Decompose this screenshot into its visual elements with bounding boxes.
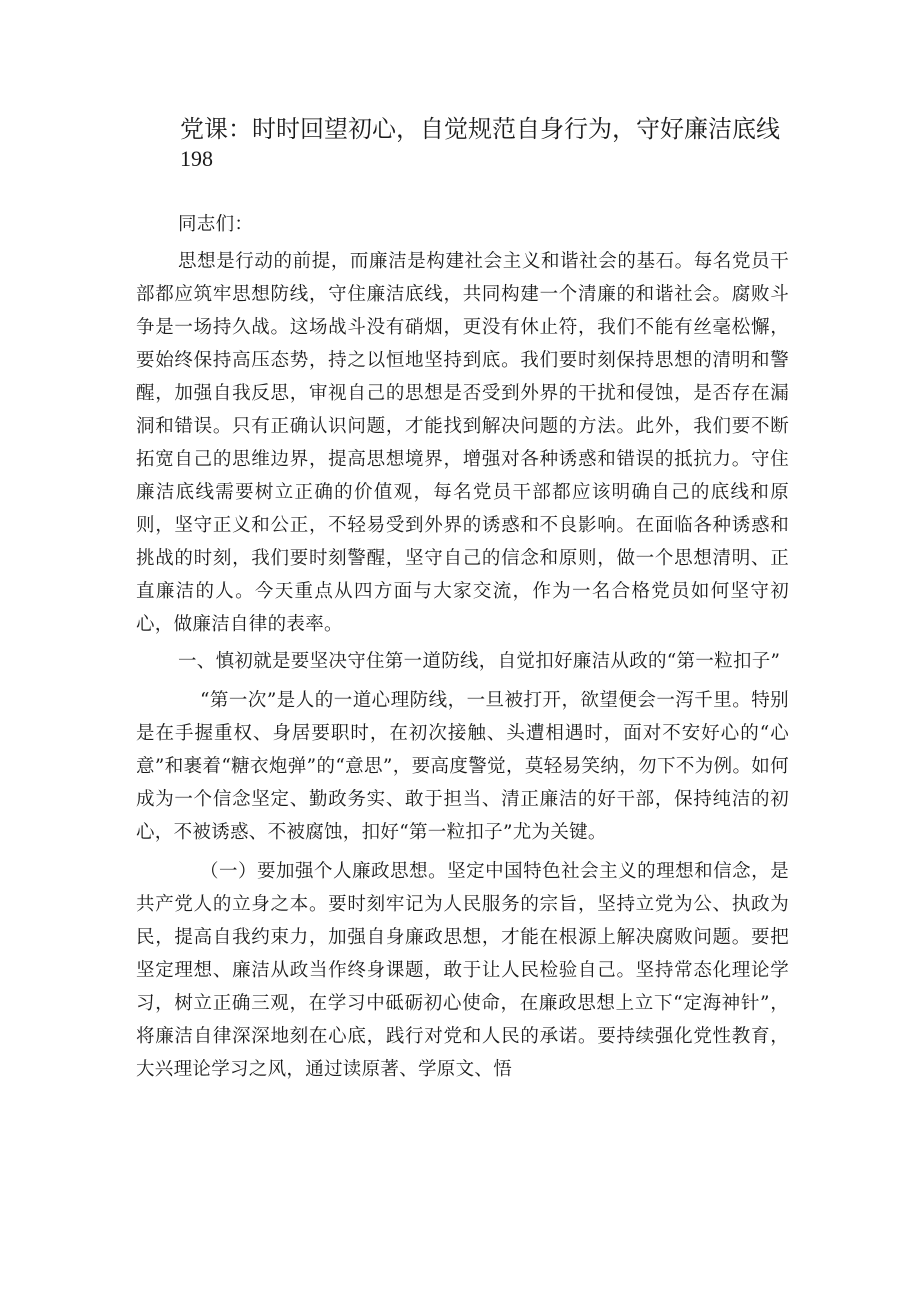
paragraph-subsection-1: （一）要加强个人廉政思想。坚定中国特色社会主义的理想和信念，是共产党人的立身之本。要时刻牢记为人民服务的宗旨，坚持立党为公、执政为民，提高自我约束力，加强自身廉政思想，才能在根源上解决腐败问题。要把坚定理想、廉洁从政当作终身课题，敢于让人民检验自己。坚持常态化理论学习，树立正确三观，在学习中砥砺初心使命，在廉政思想上立下“定海神针”，将廉洁自律深深地刻在心底，践行对党和人民的承诺。要持续强化党性教育，大兴理论学习之风，通过读原著、学原文、悟: [136, 861, 789, 1080]
document-number: 198: [180, 146, 213, 171]
document-body: [136, 208, 789, 1086]
section-heading-1: 一、慎初就是要坚决守住第一道防线，自觉扣好廉洁从政的“第一粒扣子”: [178, 651, 781, 672]
greeting: 同志们：: [178, 214, 254, 235]
paragraph-intro: 思想是行动的前提，而廉洁是构建社会主义和谐社会的基石。每名党员干部都应筑牢思想防线，守住廉洁底线，共同构建一个清廉的和谐社会。腐败斗争是一场持久战。这场战斗没有硝烟，更没有休止符，我们不能有丝毫松懈，要始终保持高压态势，持之以恒地坚持到底。我们要时刻保持思想的清明和警醒，加强自我反思，审视自己的思想是否受到外界的干扰和侵蚀，是否存在漏洞和错误。只有正确认识问题，才能找到解决问题的方法。此外，我们要不断拓宽自己的思维边界，提高思想境界，增强对各种诱惑和错误的抵抗力。守住廉洁底线需要树立正确的价值观，每名党员干部都应该明确自己的底线和原则，坚守正义和公正，不轻易受到外界的诱惑和不良影响。在面临各种诱惑和挑战的时刻，我们要时刻警醒，坚守自己的信念和原则，做一个思想清明、正直廉洁的人。今天重点从四方面与大家交流，作为一名合格党员如何坚守初心，做廉洁自律的表率。: [136, 251, 789, 635]
paragraph-first-time: “第一次”是人的一道心理防线，一旦被打开，欲望便会一泻千里。特别是在手握重权、身居要职时，在初次接触、头遭相遇时，面对不安好心的“心意”和裹着“糖衣炮弹”的“意思”，要高度警觉，莫轻易笑纳，勿下不为例。如何成为一个信念坚定、勤政务实、敢于担当、清正廉洁的好干部，保持纯洁的初心，不被诱惑、不被腐蚀，扣好“第一粒扣子”尤为关键。: [136, 690, 789, 843]
document-title: 党课：时时回望初心，自觉规范自身行为，守好廉洁底线: [180, 115, 780, 143]
